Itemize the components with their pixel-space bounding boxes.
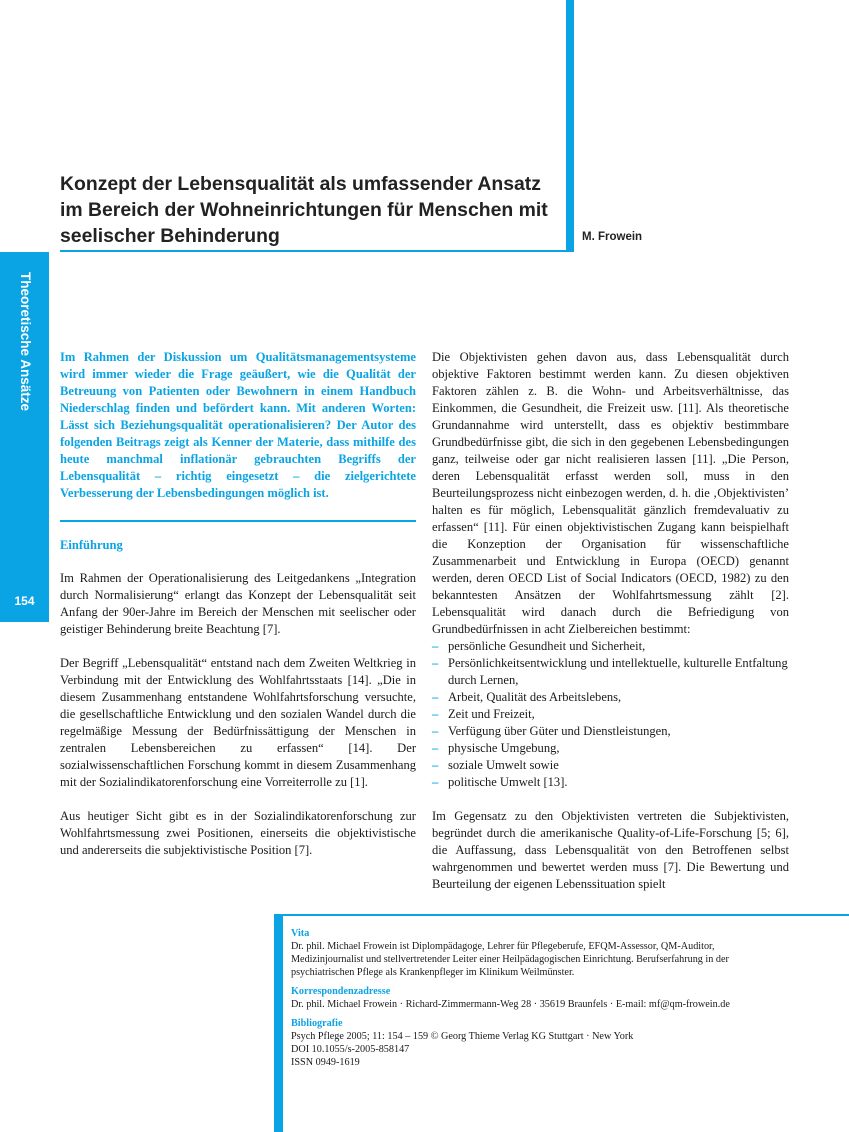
list-item: – politische Umwelt [13].	[432, 775, 568, 789]
title-divider	[60, 250, 574, 252]
intro-paragraph: Im Rahmen der Operationalisierung des Leitgedankens „Integration durch Normalisierung“ erlangt das Konzept der Lebensqualität seit Anfang der 90er-Jahre im Bereich der Menschen mit seelischer oder geistiger Behinderung breite Beachtung [7].	[60, 571, 416, 636]
list-dash: –	[432, 707, 439, 721]
correspondence-heading: Korrespondenzadresse	[291, 986, 391, 997]
target-areas-list	[432, 638, 789, 791]
list-dash: –	[432, 690, 439, 704]
left-column	[60, 349, 416, 859]
list-item: – physische Umgebung,	[432, 741, 560, 755]
objectivists-paragraph: Die Objektivisten gehen davon aus, dass Lebensqualität durch objektive Faktoren bestimmt werden kann. Zu diesen objektiven Faktoren zählen z. B. die Wohn- und Arbeitsverhältnisse, das Einkommen, die Gesundheit, die Freizeit usw. [11]. Als theoretische Grundannahme wird unterstellt, dass es objektiv bestimmbare Grundbedürfnisse gibt, die sich in den gegebenen Lebensbedingungen ganz, teilweise oder gar nicht realisieren lassen [11]. „Die Person, deren Lebensqualität erfasst werden soll, muss in den Beurteilungsprozess nicht einbezogen werden, d. h. die ‚Objektivisten’ halten es für möglich, Lebensqualität gänzlich fremdevaluativ zu erfassen“ [11]. Für einen objektivistischen Zugang kann beispielhaft die Konzeption der Organisation für wissenschaftliche Zusammenarbeit und Entwicklung in Europa (OECD) genannt werden, deren OECD List of Social Indicators (OECD, 1982) zu den bekanntesten Ansätzen der Wohlfahrtsmessung zählt [2]. Lebensqualität wird danach durch die Befriedigung von Grundbedürfnissen in acht Zielbereichen bestimmt:	[432, 350, 789, 636]
list-dash: –	[432, 758, 439, 772]
abstract: Im Rahmen der Diskussion um Qualitätsmanagementsysteme wird immer wieder die Frage geäußert, wie die Qualität der Betreuung von Patienten oder Bewohnern in einem Handbuch Niederschlag finden und befördert kann. Mit anderen Worten: Lässt sich Beziehungsqualität operationalisieren? Der Autor des folgenden Beitrags zeigt als Kenner der Materie, dass mithilfe des heute manchmal inflationär gebrauchten Begriffs der Lebensqualität – richtig eingesetzt – die zielgerichtete Verbesserung der Lebensbedingungen möglich ist.	[60, 350, 416, 500]
list-item: – soziale Umwelt sowie	[432, 758, 559, 772]
correspondence-address: Dr. phil. Michael Frowein · Richard-Zimmermann-Weg 28 · 35619 Braunfels · E-mail: mf@qm-frowein.de	[291, 999, 730, 1010]
list-item: – persönliche Gesundheit und Sicherheit,	[432, 639, 646, 653]
right-column	[432, 349, 789, 893]
bibliography-citation: Psych Pflege 2005; 11: 154 – 159 © Georg Thieme Verlag KG Stuttgart · New York	[291, 1031, 634, 1042]
bibliography-issn: ISSN 0949-1619	[291, 1057, 360, 1068]
list-item: – Arbeit, Qualität des Arbeitslebens,	[432, 690, 622, 704]
history-paragraph: Der Begriff „Lebensqualität“ entstand nach dem Zweiten Weltkrieg in Verbindung mit der Entwicklung des Wohlfahrtsstaats [14]. „Die in diesem Zusammenhang entstandene Wohlfahrtsforschung versuchte, die gesellschaftliche Entwicklung und den sozialen Wandel durch die regelmäßige Messung der Bedürfnissättigung der Menschen in zentralen Lebensbereichen zu erfassen“ [14]. Der sozialwissenschaftlichen Forschung kommt in diesem Zusammenhang mit der Sozialindikatorenforschung eine Vorreiterrolle zu [1].	[60, 656, 416, 789]
author-info-box	[291, 927, 811, 1075]
page-number: 154	[14, 594, 35, 608]
vita-line: Medizinjournalist und stellvertretender Leiter einer Heilpädagogischen Einrichtung. Berufserfahrung in der	[291, 954, 729, 965]
section-heading: Einführung	[60, 538, 123, 552]
title-accent-bar	[566, 0, 574, 251]
correspondence-block	[291, 985, 811, 1011]
list-item: – Verfügung über Güter und Dienstleistungen,	[432, 724, 671, 738]
bibliography-doi: DOI 10.1055/s-2005-858147	[291, 1044, 410, 1055]
list-dash: –	[432, 775, 439, 789]
vita-line: Dr. phil. Michael Frowein ist Diplompädagoge, Lehrer für Pflegeberufe, EFQM-Assessor, QM-Auditor,	[291, 941, 715, 952]
author-name: M. Frowein	[582, 231, 643, 243]
section-label: Theoretische Ansätze	[18, 272, 33, 412]
info-box-divider	[274, 914, 849, 916]
bibliography-block	[291, 1017, 811, 1069]
list-dash: –	[432, 656, 439, 670]
vita-heading: Vita	[291, 928, 310, 939]
bibliography-heading: Bibliografie	[291, 1018, 343, 1029]
abstract-divider	[60, 520, 416, 522]
list-dash: –	[432, 724, 439, 738]
list-dash: –	[432, 639, 439, 653]
info-box-accent-bar	[274, 914, 283, 1132]
list-dash: –	[432, 741, 439, 755]
list-item: – Zeit und Freizeit,	[432, 707, 535, 721]
positions-paragraph: Aus heutiger Sicht gibt es in der Sozialindikatorenforschung zur Wohlfahrtsmessung zwei Positionen, einerseits die objektivistische und andererseits die subjektivistische Position [7].	[60, 809, 416, 857]
list-item: – Persönlichkeitsentwicklung und intellektuelle, kulturelle Entfaltung durch Lernen,	[432, 656, 788, 687]
vita-block	[291, 927, 811, 979]
vita-line: psychiatrischen Pflege als Krankenpfleger im Klinikum Weilmünster.	[291, 967, 575, 978]
article-title: Konzept der Lebensqualität als umfassender Ansatz im Bereich der Wohneinrichtungen für Menschen mit seelischer Behinderung	[60, 173, 548, 247]
subjectivists-paragraph: Im Gegensatz zu den Objektivisten vertreten die Subjektivisten, begründet durch die amerikanische Quality-of-Life-Forschung [5; 6], die Auffassung, dass Lebensqualität von den Betroffenen selbst wahrgenommen und bewertet werden muss [7]. Die Bewertung und Beurteilung der eigenen Lebenssituation spielt	[432, 809, 789, 891]
